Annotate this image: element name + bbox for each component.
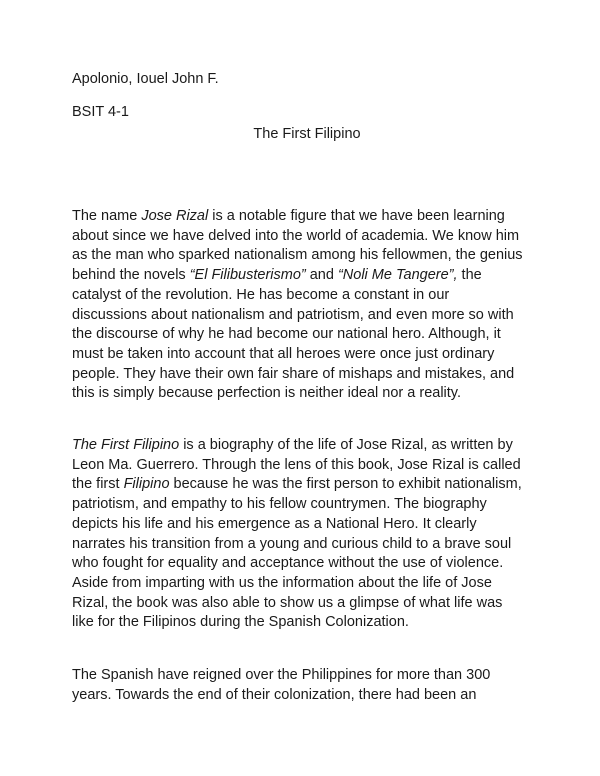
text-line	[72, 266, 552, 286]
text-run: Leon Ma. Guerrero. Through the lens of this book, Jose Rizal is called	[72, 456, 521, 473]
text-line	[72, 535, 552, 555]
text-line	[72, 345, 552, 365]
text-run: this is simply because perfection is neither ideal nor a reality.	[72, 385, 462, 402]
text-run: is a notable figure that we have been learning	[208, 208, 505, 224]
text-line	[72, 286, 552, 306]
document-title: The First Filipino	[253, 126, 361, 142]
text-line	[72, 306, 552, 326]
text-line	[72, 325, 552, 345]
text-run: years. Towards the end of their colonization, there had been an	[72, 686, 477, 703]
text-run: about since we have delved into the world of academia. We know him	[72, 227, 520, 244]
text-line	[72, 515, 552, 535]
text-run: the	[457, 267, 482, 284]
paragraph-1	[72, 207, 552, 404]
text-line	[72, 246, 552, 266]
italic-text-run: “El Filibusterismo”	[189, 267, 306, 284]
text-run: behind the novels	[72, 267, 190, 284]
paragraph-2	[72, 436, 552, 633]
text-run: depicts his life and his emergence as a National Hero. It clearly	[72, 515, 477, 532]
text-line	[72, 554, 552, 574]
text-run: like for the Filipinos during the Spanish Colonization.	[72, 614, 409, 631]
text-run: is a biography of the life of Jose Rizal, as written by	[179, 437, 513, 453]
text-run: narrates his transition from a young and curious child to a brave soul	[72, 535, 512, 552]
text-run: Aside from imparting with us the information about the life of Jose	[72, 574, 492, 591]
text-line	[72, 384, 552, 404]
text-line	[72, 574, 552, 594]
italic-text-run: The First Filipino	[72, 437, 180, 453]
text-line	[72, 207, 552, 227]
text-line	[72, 495, 552, 515]
text-line	[72, 227, 552, 247]
text-run: because he was the first person to exhibit nationalism,	[169, 476, 522, 493]
text-run: and	[305, 267, 338, 284]
text-run: people. They have their own fair share of mishaps and mistakes, and	[72, 365, 515, 382]
italic-text-run: Filipino	[123, 476, 170, 493]
text-run: who fought for equality and acceptance without the use of violence.	[72, 555, 504, 572]
text-run: The name	[72, 208, 142, 224]
text-line	[72, 666, 552, 686]
text-run: as the man who sparked nationalism among his fellowmen, the genius	[72, 247, 523, 264]
text-run: The Spanish have reigned over the Philippines for more than 300	[72, 667, 491, 683]
text-line	[72, 613, 552, 633]
class-section: BSIT 4-1	[72, 104, 129, 120]
text-run: patriotism, and empathy to his fellow countrymen. The biography	[72, 496, 487, 513]
italic-text-run: “Noli Me Tangere”,	[337, 267, 458, 284]
text-line	[72, 365, 552, 385]
text-run: catalyst of the revolution. He has become a constant in our	[72, 286, 450, 303]
text-run: discussions about nationalism and patriotism, and even more so with	[72, 306, 514, 323]
text-run: Rizal, the book was also able to show us a glimpse of what life was	[72, 594, 503, 611]
text-line	[72, 594, 552, 614]
author-name: Apolonio, Iouel John F.	[72, 71, 219, 87]
text-run: the discourse of why he had become our national hero. Although, it	[72, 326, 501, 343]
text-line	[72, 475, 552, 495]
paragraph-3	[72, 666, 552, 705]
text-run: the first	[72, 476, 124, 493]
text-run: must be taken into account that all heroes were once just ordinary	[72, 345, 495, 362]
italic-text-run: Jose Rizal	[141, 208, 209, 224]
text-line	[72, 436, 552, 456]
text-line	[72, 686, 552, 706]
text-line	[72, 456, 552, 476]
